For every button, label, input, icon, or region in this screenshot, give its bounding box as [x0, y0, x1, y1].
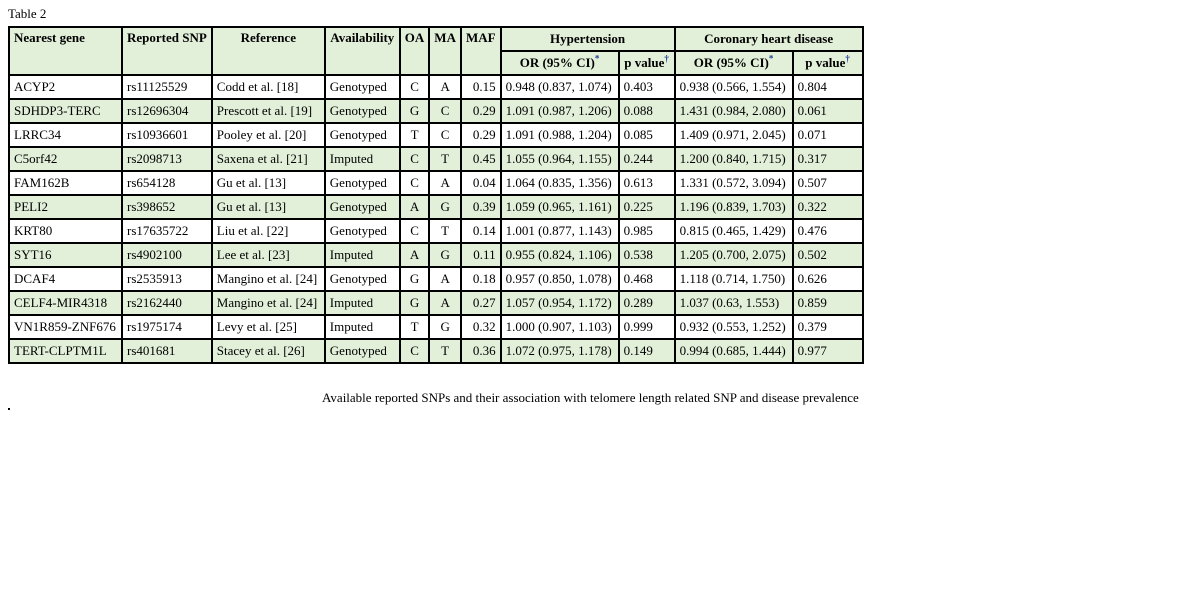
table-body: [9, 75, 863, 363]
cell-reference: Pooley et al. [20]: [212, 123, 325, 147]
snp-association-table: [8, 26, 864, 364]
cell-oa: C: [400, 75, 430, 99]
cell-reported-snp: rs17635722: [122, 219, 212, 243]
table-row: [9, 75, 863, 99]
cell-hypertension-p-value: 0.088: [619, 99, 675, 123]
header-hypertension-or-ci: [501, 51, 619, 75]
cell-availability: Genotyped: [325, 99, 400, 123]
cell-maf: 0.32: [461, 315, 501, 339]
cell-availability: Genotyped: [325, 339, 400, 363]
cell-nearest-gene: CELF4-MIR4318: [9, 291, 122, 315]
cell-oa: A: [400, 195, 430, 219]
cell-oa: G: [400, 267, 430, 291]
cell-reference: Liu et al. [22]: [212, 219, 325, 243]
cell-oa: C: [400, 147, 430, 171]
cell-chd-or-ci: 1.200 (0.840, 1.715): [675, 147, 793, 171]
cell-chd-p-value: 0.061: [793, 99, 863, 123]
cell-hypertension-or-ci: 1.072 (0.975, 1.178): [501, 339, 619, 363]
cell-maf: 0.14: [461, 219, 501, 243]
header-reference: Reference: [212, 27, 325, 75]
table-row: [9, 243, 863, 267]
cell-reference: Stacey et al. [26]: [212, 339, 325, 363]
cell-maf: 0.29: [461, 123, 501, 147]
cell-nearest-gene: LRRC34: [9, 123, 122, 147]
cell-ma: T: [429, 219, 461, 243]
cell-reference: Levy et al. [25]: [212, 315, 325, 339]
cell-reported-snp: rs12696304: [122, 99, 212, 123]
cell-chd-p-value: 0.322: [793, 195, 863, 219]
cell-ma: A: [429, 291, 461, 315]
header-reported-snp: Reported SNP: [122, 27, 212, 75]
table-row: [9, 315, 863, 339]
cell-maf: 0.27: [461, 291, 501, 315]
cell-oa: C: [400, 171, 430, 195]
p-value-label: p value: [805, 55, 846, 70]
cell-chd-p-value: 0.317: [793, 147, 863, 171]
header-hypertension-p-value: [619, 51, 675, 75]
cell-availability: Genotyped: [325, 195, 400, 219]
cell-chd-or-ci: 1.118 (0.714, 1.750): [675, 267, 793, 291]
cell-hypertension-or-ci: 1.057 (0.954, 1.172): [501, 291, 619, 315]
cell-chd-p-value: 0.502: [793, 243, 863, 267]
table-row: [9, 195, 863, 219]
cell-ma: A: [429, 267, 461, 291]
cell-hypertension-or-ci: 0.955 (0.824, 1.106): [501, 243, 619, 267]
cell-reference: Gu et al. [13]: [212, 171, 325, 195]
cell-availability: Imputed: [325, 291, 400, 315]
cell-maf: 0.29: [461, 99, 501, 123]
table-header: [9, 27, 863, 75]
cell-availability: Imputed: [325, 147, 400, 171]
cell-hypertension-p-value: 0.468: [619, 267, 675, 291]
footnote-mark: *: [768, 53, 774, 64]
cell-hypertension-or-ci: 1.064 (0.835, 1.356): [501, 171, 619, 195]
cell-hypertension-or-ci: 1.055 (0.964, 1.155): [501, 147, 619, 171]
cell-chd-p-value: 0.977: [793, 339, 863, 363]
cell-oa: C: [400, 339, 430, 363]
cell-nearest-gene: C5orf42: [9, 147, 122, 171]
cell-nearest-gene: DCAF4: [9, 267, 122, 291]
cell-hypertension-p-value: 0.289: [619, 291, 675, 315]
cell-hypertension-p-value: 0.613: [619, 171, 675, 195]
cell-nearest-gene: TERT-CLPTM1L: [9, 339, 122, 363]
cell-hypertension-or-ci: 1.001 (0.877, 1.143): [501, 219, 619, 243]
cell-chd-p-value: 0.626: [793, 267, 863, 291]
cell-ma: C: [429, 99, 461, 123]
cell-chd-or-ci: 1.205 (0.700, 2.075): [675, 243, 793, 267]
cell-chd-p-value: 0.379: [793, 315, 863, 339]
cell-chd-p-value: 0.476: [793, 219, 863, 243]
footnote-mark: †: [845, 53, 850, 64]
cell-hypertension-p-value: 0.149: [619, 339, 675, 363]
cell-oa: C: [400, 219, 430, 243]
table-title: Table 2: [8, 6, 47, 21]
cell-nearest-gene: SYT16: [9, 243, 122, 267]
cell-hypertension-p-value: 0.225: [619, 195, 675, 219]
cell-ma: T: [429, 339, 461, 363]
cell-reported-snp: rs10936601: [122, 123, 212, 147]
cell-maf: 0.45: [461, 147, 501, 171]
cell-availability: Genotyped: [325, 219, 400, 243]
cell-nearest-gene: VN1R859-ZNF676: [9, 315, 122, 339]
cell-nearest-gene: SDHDP3-TERC: [9, 99, 122, 123]
cell-maf: 0.04: [461, 171, 501, 195]
cell-hypertension-p-value: 0.538: [619, 243, 675, 267]
cell-reported-snp: rs2535913: [122, 267, 212, 291]
cell-availability: Genotyped: [325, 171, 400, 195]
cell-nearest-gene: FAM162B: [9, 171, 122, 195]
table-row: [9, 99, 863, 123]
or-ci-label: OR (95% CI): [519, 55, 595, 70]
table-row: [9, 123, 863, 147]
cell-nearest-gene: ACYP2: [9, 75, 122, 99]
cell-chd-p-value: 0.859: [793, 291, 863, 315]
cell-maf: 0.39: [461, 195, 501, 219]
cell-hypertension-or-ci: 0.948 (0.837, 1.074): [501, 75, 619, 99]
header-nearest-gene: Nearest gene: [9, 27, 122, 75]
cell-maf: 0.15: [461, 75, 501, 99]
cell-ma: A: [429, 171, 461, 195]
cell-hypertension-p-value: 0.985: [619, 219, 675, 243]
cell-hypertension-or-ci: 1.000 (0.907, 1.103): [501, 315, 619, 339]
header-availability: Availability: [325, 27, 400, 75]
or-ci-label: OR (95% CI): [693, 55, 769, 70]
cell-hypertension-or-ci: 0.957 (0.850, 1.078): [501, 267, 619, 291]
cell-oa: T: [400, 315, 430, 339]
cell-availability: Genotyped: [325, 267, 400, 291]
cell-availability: Imputed: [325, 315, 400, 339]
cell-chd-or-ci: 1.331 (0.572, 3.094): [675, 171, 793, 195]
cell-reported-snp: rs398652: [122, 195, 212, 219]
p-value-label: p value: [624, 55, 665, 70]
cell-ma: G: [429, 315, 461, 339]
cell-reported-snp: rs1975174: [122, 315, 212, 339]
cell-hypertension-p-value: 0.403: [619, 75, 675, 99]
cell-chd-or-ci: 1.409 (0.971, 2.045): [675, 123, 793, 147]
table-row: [9, 171, 863, 195]
header-ma: MA: [429, 27, 461, 75]
cell-maf: 0.11: [461, 243, 501, 267]
cell-oa: A: [400, 243, 430, 267]
cell-chd-p-value: 0.804: [793, 75, 863, 99]
cell-chd-or-ci: 0.815 (0.465, 1.429): [675, 219, 793, 243]
cell-reported-snp: rs2098713: [122, 147, 212, 171]
cell-reported-snp: rs2162440: [122, 291, 212, 315]
cell-reference: Mangino et al. [24]: [212, 291, 325, 315]
cell-chd-p-value: 0.071: [793, 123, 863, 147]
table-row: [9, 291, 863, 315]
cell-hypertension-or-ci: 1.091 (0.988, 1.204): [501, 123, 619, 147]
cell-reference: Prescott et al. [19]: [212, 99, 325, 123]
cell-availability: Genotyped: [325, 75, 400, 99]
cell-oa: G: [400, 99, 430, 123]
cell-ma: C: [429, 123, 461, 147]
cell-chd-or-ci: 1.431 (0.984, 2.080): [675, 99, 793, 123]
header-chd-p-value: [793, 51, 863, 75]
cell-reference: Saxena et al. [21]: [212, 147, 325, 171]
cell-hypertension-p-value: 0.085: [619, 123, 675, 147]
cell-reference: Mangino et al. [24]: [212, 267, 325, 291]
cell-ma: A: [429, 75, 461, 99]
cell-availability: Imputed: [325, 243, 400, 267]
cell-oa: T: [400, 123, 430, 147]
table-row: [9, 339, 863, 363]
table-caption: Available reported SNPs and their association with telomere length related SNP and disease prevalence: [322, 390, 859, 405]
cell-reported-snp: rs401681: [122, 339, 212, 363]
cell-reported-snp: rs11125529: [122, 75, 212, 99]
cell-nearest-gene: KRT80: [9, 219, 122, 243]
cell-maf: 0.18: [461, 267, 501, 291]
cell-reference: Gu et al. [13]: [212, 195, 325, 219]
table-row: [9, 219, 863, 243]
cell-chd-or-ci: 0.938 (0.566, 1.554): [675, 75, 793, 99]
cell-reference: Codd et al. [18]: [212, 75, 325, 99]
cell-ma: G: [429, 195, 461, 219]
cell-availability: Genotyped: [325, 123, 400, 147]
cell-maf: 0.36: [461, 339, 501, 363]
header-oa: OA: [400, 27, 430, 75]
footnote-mark: †: [664, 53, 669, 64]
footnote-mark: *: [594, 53, 600, 64]
header-coronary-heart-disease: Coronary heart disease: [675, 27, 863, 51]
cell-ma: T: [429, 147, 461, 171]
cell-reported-snp: rs4902100: [122, 243, 212, 267]
cell-reported-snp: rs654128: [122, 171, 212, 195]
cell-hypertension-p-value: 0.244: [619, 147, 675, 171]
cell-chd-p-value: 0.507: [793, 171, 863, 195]
cell-chd-or-ci: 1.037 (0.63, 1.553): [675, 291, 793, 315]
cell-reference: Lee et al. [23]: [212, 243, 325, 267]
table-row: [9, 267, 863, 291]
cell-nearest-gene: PELI2: [9, 195, 122, 219]
cell-chd-or-ci: 1.196 (0.839, 1.703): [675, 195, 793, 219]
cell-ma: G: [429, 243, 461, 267]
stray-dot: [8, 408, 10, 410]
cell-hypertension-or-ci: 1.091 (0.987, 1.206): [501, 99, 619, 123]
header-hypertension: Hypertension: [501, 27, 675, 51]
cell-chd-or-ci: 0.932 (0.553, 1.252): [675, 315, 793, 339]
cell-hypertension-or-ci: 1.059 (0.965, 1.161): [501, 195, 619, 219]
header-chd-or-ci: [675, 51, 793, 75]
cell-oa: G: [400, 291, 430, 315]
cell-hypertension-p-value: 0.999: [619, 315, 675, 339]
header-maf: MAF: [461, 27, 501, 75]
table-row: [9, 147, 863, 171]
cell-chd-or-ci: 0.994 (0.685, 1.444): [675, 339, 793, 363]
